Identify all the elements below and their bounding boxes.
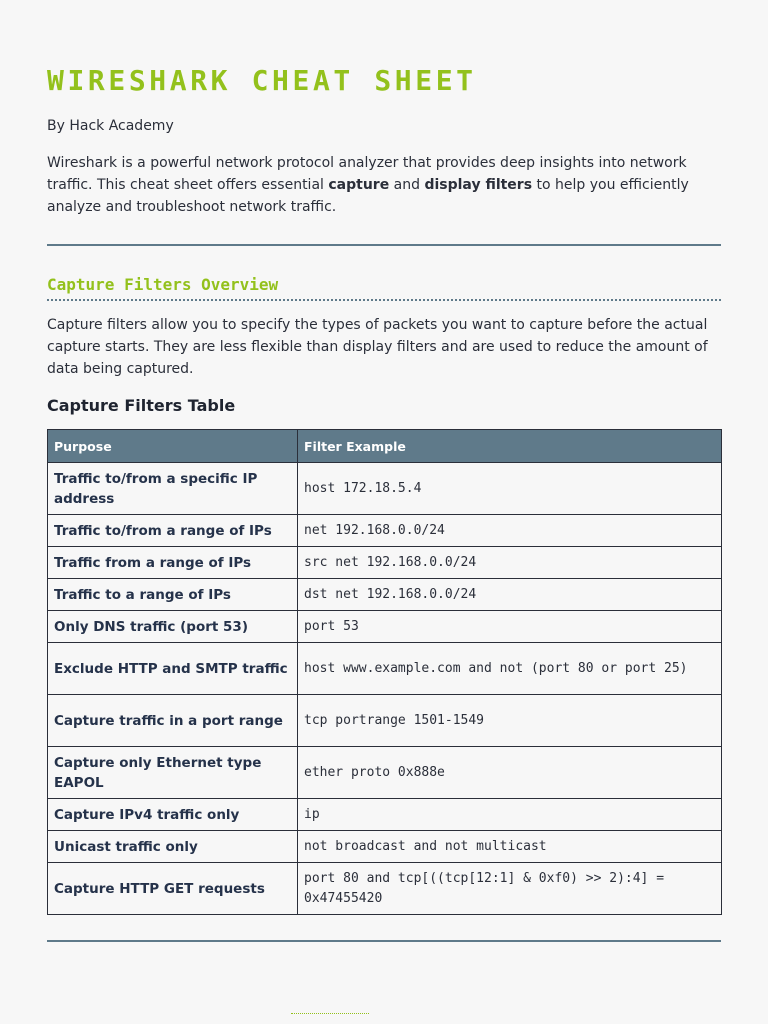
table-row <box>48 547 722 579</box>
filter-cell: port 53 <box>298 611 722 643</box>
table-row <box>48 515 722 547</box>
intro-paragraph <box>47 152 721 218</box>
table-header-row <box>48 430 722 463</box>
purpose-cell: Capture traffic in a port range <box>48 695 298 747</box>
table-row <box>48 863 722 915</box>
table-row <box>48 695 722 747</box>
purpose-cell: Only DNS traffic (port 53) <box>48 611 298 643</box>
table-row <box>48 611 722 643</box>
author-byline: By Hack Academy <box>47 118 174 134</box>
purpose-cell: Unicast traffic only <box>48 831 298 863</box>
table-row <box>48 579 722 611</box>
filter-cell: src net 192.168.0.0/24 <box>298 547 722 579</box>
section-divider-top <box>47 244 721 246</box>
filter-cell: dst net 192.168.0.0/24 <box>298 579 722 611</box>
capture-filters-table-heading: Capture Filters Table <box>47 396 236 415</box>
filter-cell: not broadcast and not multicast <box>298 831 722 863</box>
capture-filters-heading: Capture Filters Overview <box>47 275 721 301</box>
table-row <box>48 747 722 799</box>
purpose-cell: Traffic from a range of IPs <box>48 547 298 579</box>
intro-text-2: and <box>389 177 425 193</box>
intro-bold-capture: capture <box>328 177 390 193</box>
table-row <box>48 643 722 695</box>
capture-filters-description: Capture filters allow you to specify the types of packets you want to capture before the actual capture starts. They are less flexible than display filters and are used to reduce the amount of data being captured. <box>47 317 708 377</box>
intro-text-3: to help you efficiently analyze and troubleshoot network traffic. <box>47 177 689 215</box>
filter-cell: tcp portrange 1501-1549 <box>298 695 722 747</box>
table-row <box>48 831 722 863</box>
purpose-cell: Traffic to/from a range of IPs <box>48 515 298 547</box>
filter-cell: port 80 and tcp[((tcp[12:1] & 0xf0) >> 2):4] = 0x47455420 <box>298 863 722 915</box>
filter-cell: host www.example.com and not (port 80 or port 25) <box>298 643 722 695</box>
purpose-cell: Capture only Ethernet type EAPOL <box>48 747 298 799</box>
purpose-cell: Exclude HTTP and SMTP traffic <box>48 643 298 695</box>
table-row <box>48 463 722 515</box>
filter-cell: ip <box>298 799 722 831</box>
purpose-cell: Traffic to/from a specific IP address <box>48 463 298 515</box>
filter-cell: net 192.168.0.0/24 <box>298 515 722 547</box>
intro-text-1: Wireshark is a powerful network protocol analyzer that provides deep insights into network traffic. This cheat sheet offers essential <box>47 155 687 193</box>
intro-bold-display-filters: display filters <box>424 177 533 193</box>
section-divider-bottom <box>47 940 721 942</box>
page-title: WIRESHARK CHEAT SHEET <box>47 64 477 97</box>
column-header-filter-example: Filter Example <box>298 430 722 463</box>
capture-filters-table <box>47 429 722 915</box>
footer-dotted-mark <box>291 1013 369 1014</box>
purpose-cell: Capture IPv4 traffic only <box>48 799 298 831</box>
purpose-cell: Capture HTTP GET requests <box>48 863 298 915</box>
table-row <box>48 799 722 831</box>
filter-cell: host 172.18.5.4 <box>298 463 722 515</box>
column-header-purpose: Purpose <box>48 430 298 463</box>
filter-cell: ether proto 0x888e <box>298 747 722 799</box>
purpose-cell: Traffic to a range of IPs <box>48 579 298 611</box>
